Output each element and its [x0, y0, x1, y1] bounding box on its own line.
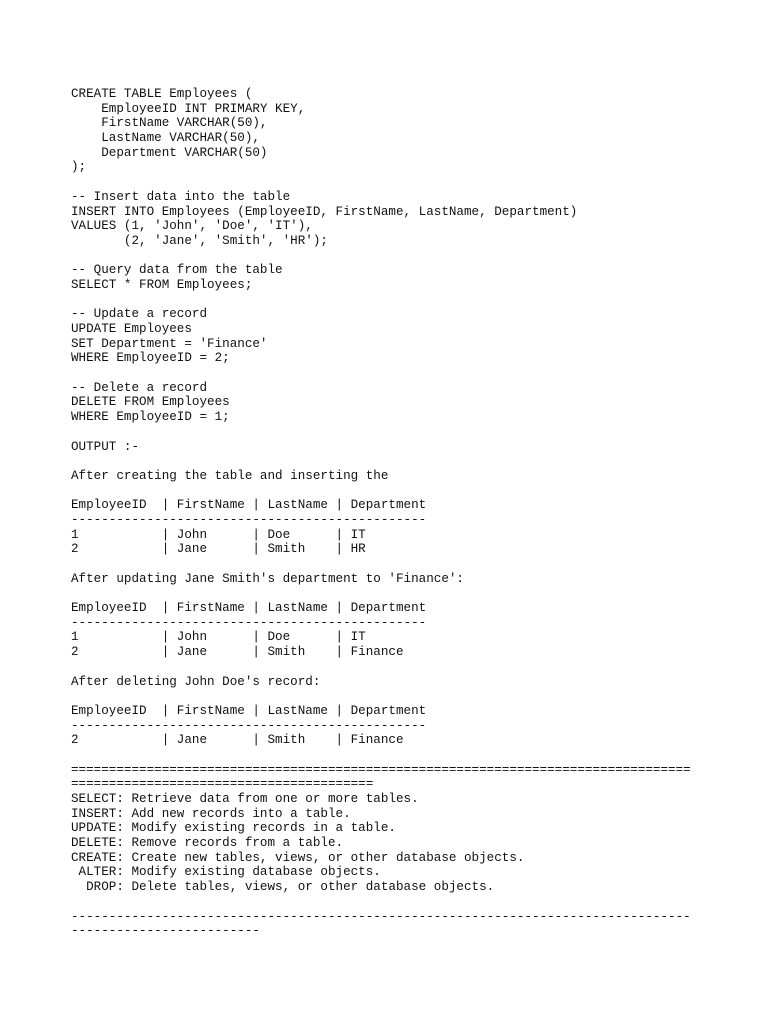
text-line: EmployeeID INT PRIMARY KEY, — [71, 101, 306, 116]
text-line: ); — [71, 160, 87, 175]
text-line: DELETE FROM Employees — [71, 395, 230, 410]
dashed-separator-line: ----------------------------------------------- — [71, 718, 427, 733]
text-line: SET Department = 'Finance' — [71, 336, 268, 351]
text-line: (2, 'Jane', 'Smith', 'HR'); — [71, 233, 328, 248]
blank-line — [71, 249, 761, 264]
text-line: DELETE: Remove records from a table. — [71, 836, 344, 851]
blank-line — [71, 484, 761, 499]
blank-line — [71, 366, 761, 381]
text-line: LastName VARCHAR(50), — [71, 131, 260, 146]
text-line: After deleting John Doe's record: — [71, 674, 321, 689]
text-line: UPDATE: Modify existing records in a table. — [71, 821, 396, 836]
separator-line: ======================================== — [71, 777, 374, 792]
text-line: INSERT: Add new records into a table. — [71, 806, 351, 821]
blank-line — [71, 293, 761, 308]
text-line: CREATE: Create new tables, views, or other database objects. — [71, 850, 525, 865]
text-line: After creating the table and inserting the — [71, 468, 389, 483]
text-line: DROP: Delete tables, views, or other database objects. — [71, 880, 495, 895]
dashed-separator-line: ---------------------------------------------------------------------------------- — [71, 909, 691, 924]
blank-line — [71, 689, 761, 704]
dashed-separator-line: ----------------------------------------------- — [71, 615, 427, 630]
text-line: INSERT INTO Employees (EmployeeID, FirstName, LastName, Department) — [71, 204, 578, 219]
sql-comment-line: -- Query data from the table — [71, 263, 283, 278]
table-line: EmployeeID | FirstName | LastName | Department — [71, 703, 427, 718]
sql-comment-line: -- Delete a record — [71, 380, 208, 395]
text-line: VALUES (1, 'John', 'Doe', 'IT'), — [71, 219, 313, 234]
blank-line — [71, 660, 761, 675]
blank-line — [71, 895, 761, 910]
blank-line — [71, 425, 761, 440]
table-line: EmployeeID | FirstName | LastName | Department — [71, 498, 427, 513]
dashed-separator-line: ------------------------- — [71, 924, 260, 939]
table-line: 1 | John | Doe | IT — [71, 527, 366, 542]
blank-line — [71, 748, 761, 763]
text-line: WHERE EmployeeID = 2; — [71, 351, 230, 366]
separator-line: ================================================================================== — [71, 762, 691, 777]
blank-line — [71, 454, 761, 469]
text-line: UPDATE Employees — [71, 322, 192, 336]
text-line: CREATE TABLE Employees ( — [71, 87, 253, 101]
dashed-separator-line: ----------------------------------------------- — [71, 512, 427, 527]
blank-line — [71, 586, 761, 601]
sql-text-block — [71, 87, 761, 939]
blank-line — [71, 557, 761, 572]
sql-comment-line: -- Update a record — [71, 307, 208, 322]
blank-line — [71, 175, 761, 190]
sql-comment-line: -- Insert data into the table — [71, 189, 291, 204]
text-line: FirstName VARCHAR(50), — [71, 116, 268, 131]
table-line: 2 | Jane | Smith | HR — [71, 542, 366, 557]
table-line: 2 | Jane | Smith | Finance — [71, 645, 404, 660]
text-line: WHERE EmployeeID = 1; — [71, 410, 230, 425]
text-line: ALTER: Modify existing database objects. — [71, 865, 381, 880]
text-line: OUTPUT :- — [71, 439, 140, 454]
text-line: SELECT * FROM Employees; — [71, 277, 253, 292]
text-line: After updating Jane Smith's department to 'Finance': — [71, 571, 464, 586]
text-line: SELECT: Retrieve data from one or more tables. — [71, 792, 419, 806]
text-line: Department VARCHAR(50) — [71, 145, 268, 160]
table-line: EmployeeID | FirstName | LastName | Department — [71, 601, 427, 616]
table-line: 1 | John | Doe | IT — [71, 630, 366, 645]
table-line: 2 | Jane | Smith | Finance — [71, 733, 404, 748]
